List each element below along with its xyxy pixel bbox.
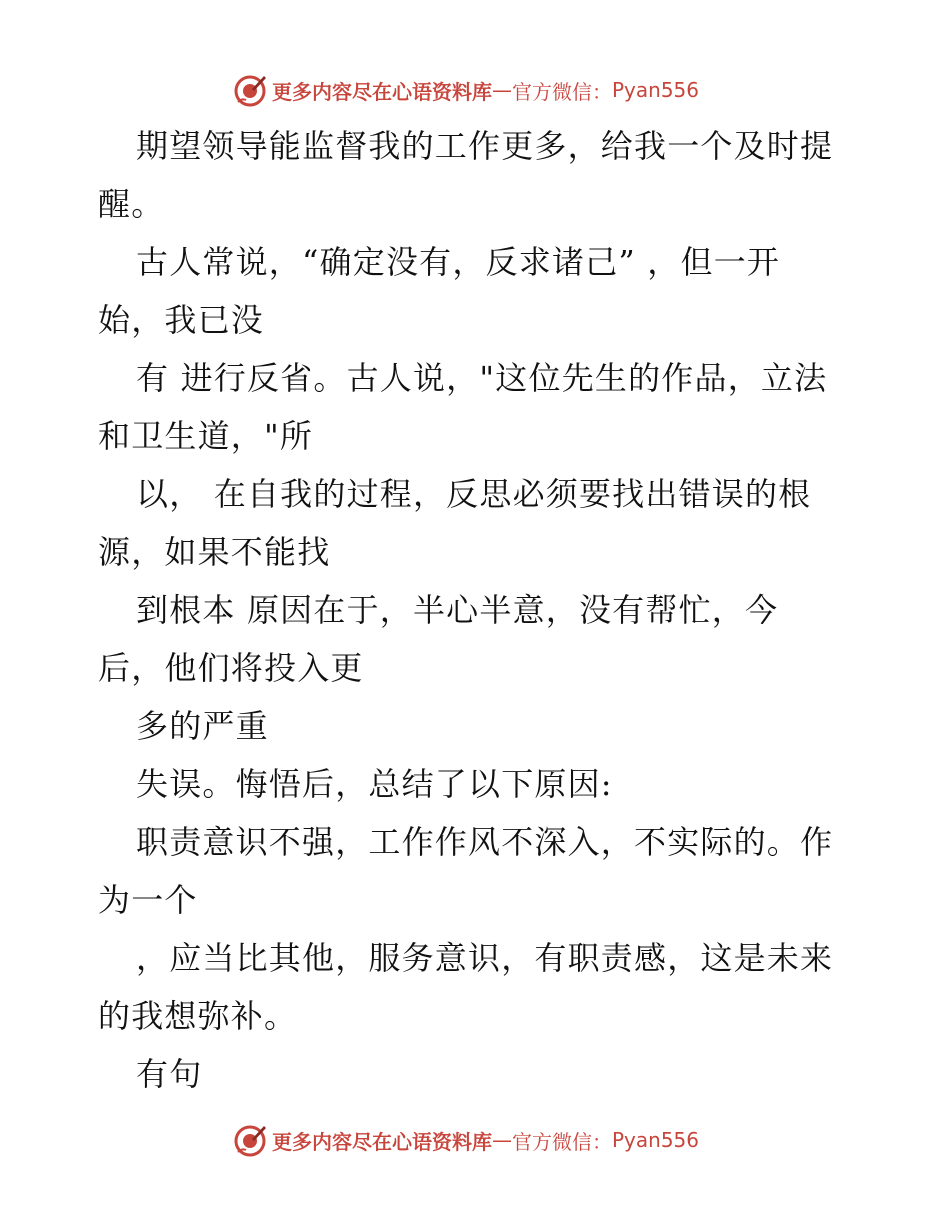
banner-brand-text: 更多内容尽在心语资料库 bbox=[272, 1129, 492, 1154]
banner-separator: — bbox=[492, 1128, 512, 1152]
text-line: 为一个 bbox=[98, 881, 198, 919]
banner-separator: — bbox=[492, 78, 512, 102]
footer-banner bbox=[232, 1120, 699, 1160]
text-line: 期望领导能监督我的工作更多，给我一个及时提 bbox=[136, 127, 834, 165]
text-line: ，应当比其他，服务意识，有职责感，这是未来 bbox=[136, 939, 834, 977]
text-line: 源，如果不能找 bbox=[98, 533, 331, 571]
text-line: 始，我已没 bbox=[98, 301, 265, 339]
text-line: 的我想弥补。 bbox=[98, 997, 298, 1035]
text-line: 古人常说，“确定没有，反求诸己” ，但一开 bbox=[136, 243, 781, 281]
text-line: 有 进行反省。古人说，"这位先生的作品，立法 bbox=[136, 359, 828, 397]
text-line: 醒。 bbox=[98, 185, 165, 223]
banner-wechat-id: Pyan556 bbox=[612, 1128, 700, 1152]
text-line: 到根本 原因在于，半心半意，没有帮忙，今 bbox=[136, 591, 779, 629]
text-line: 和卫生道，"所 bbox=[98, 417, 314, 455]
text-line: 后，他们将投入更 bbox=[98, 649, 364, 687]
header-banner bbox=[232, 70, 699, 110]
text-line: 职责意识不强，工作作风不深入，不实际的。作 bbox=[136, 823, 834, 861]
brush-logo-icon bbox=[232, 1122, 268, 1158]
text-line: 多的严重 bbox=[136, 707, 269, 745]
banner-brand-text: 更多内容尽在心语资料库 bbox=[272, 79, 492, 104]
text-line: 有句 bbox=[136, 1055, 203, 1093]
body-text bbox=[98, 117, 858, 1103]
text-line: 以， 在自我的过程，反思必须要找出错误的根 bbox=[136, 475, 812, 513]
brush-logo-icon bbox=[232, 72, 268, 108]
banner-wechat-label: 官方微信： bbox=[512, 79, 612, 104]
text-line: 失误。悔悟后，总结了以下原因: bbox=[136, 765, 613, 803]
banner-wechat-label: 官方微信： bbox=[512, 1129, 612, 1154]
banner-wechat-id: Pyan556 bbox=[612, 78, 700, 102]
